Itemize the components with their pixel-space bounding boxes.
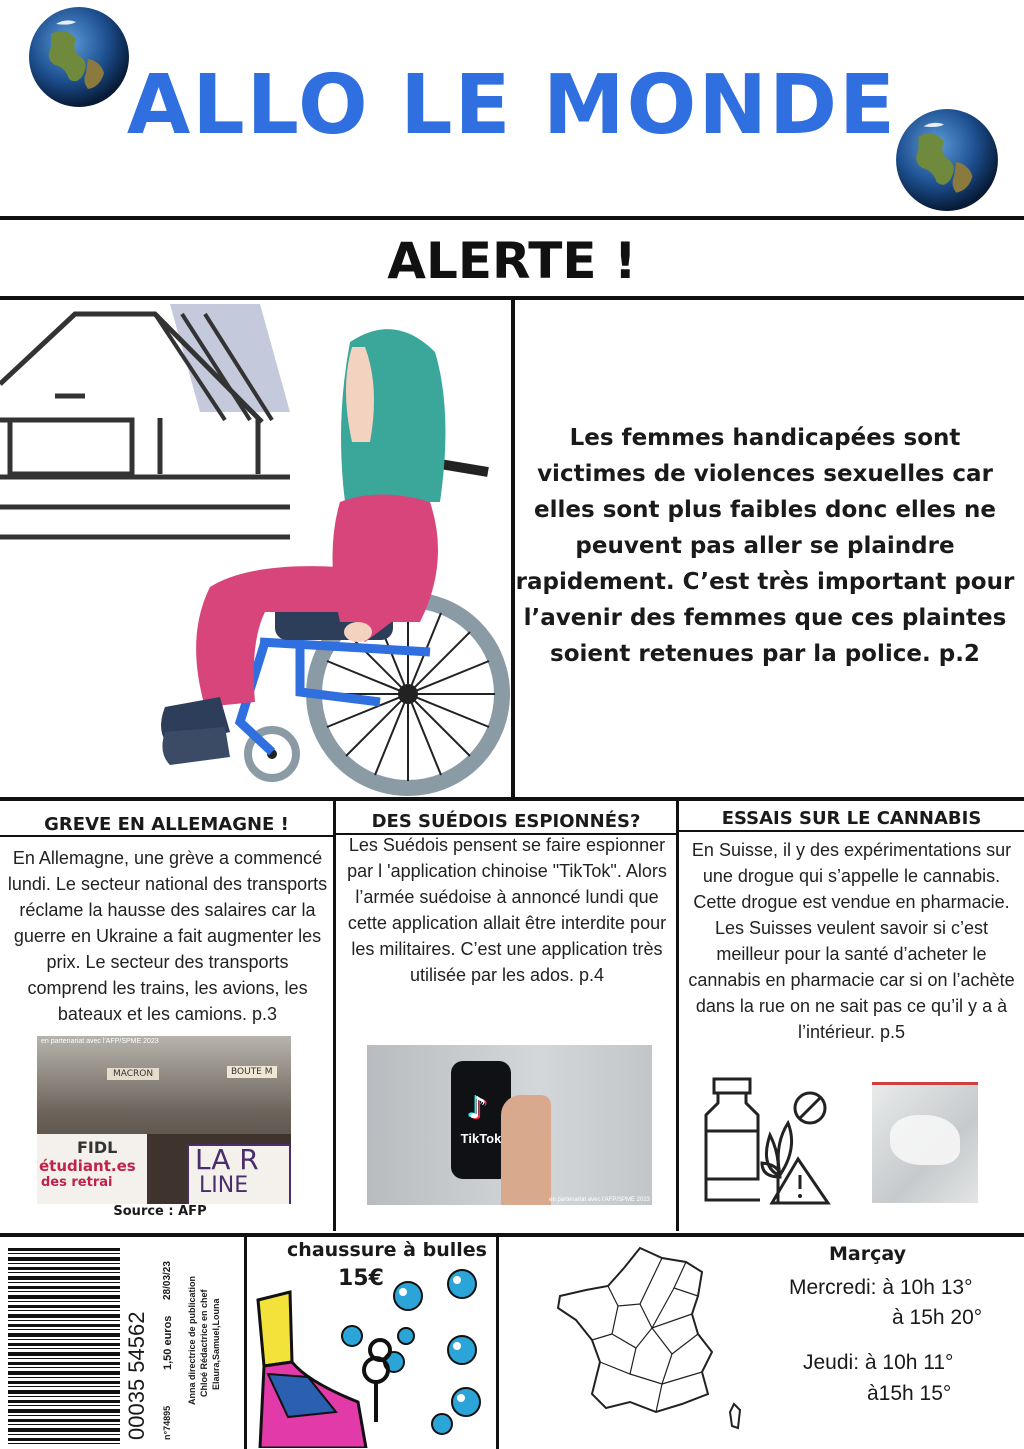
- bag-photo: [872, 1082, 978, 1203]
- sign: LA R LINE: [187, 1144, 291, 1204]
- divider: [496, 1237, 499, 1449]
- sign: BOUTE M: [227, 1066, 277, 1078]
- weather-line: à 15h 20°: [892, 1306, 983, 1329]
- ad-price: 15€: [338, 1266, 384, 1291]
- credits-line: Chloé Rédactrice en chef: [199, 1289, 209, 1397]
- house-icon: [0, 304, 290, 537]
- divider: [0, 1233, 1024, 1237]
- divider: [244, 1237, 247, 1449]
- tiktok-photo: [367, 1045, 652, 1205]
- hand: [501, 1095, 551, 1205]
- divider: [333, 801, 336, 1231]
- weather-line: à15h 15°: [867, 1382, 952, 1405]
- weather-city: Marçay: [829, 1243, 906, 1265]
- lead-article: Les femmes handicapées sont victimes de violences sexuelles car elles sont plus faibles donc elles ne peuvent pas aller se plaindre rapidement. C’est très important pour l’avenir des femmes que ces plaintes soient retenues par la police. p.2: [515, 425, 1015, 667]
- article-body-cannabis: En Suisse, il y des expérimentations sur une drogue qui s’appelle le cannabis. Cette drogue est vendue en pharmacie. Les Suisses veulent savoir si c’est meilleur pour la santé d’acheter le cannabis en pharmacie car si on l’achète dans la rue on ne sait pas ce qu’il y a à l’intérieur. p.5: [688, 840, 1015, 1042]
- photo-banner: en partenariat avec l'AFP/SPME 2023: [41, 1038, 159, 1045]
- protest-photo: [37, 1036, 291, 1204]
- divider: [0, 216, 1024, 220]
- issue-number: n°74895: [162, 1405, 172, 1440]
- article-body-greve: En Allemagne, une grève a commencé lundi. Le secteur national des transports réclame la hausse des salaires car la guerre en Ukraine a fait augmenter les prix. Le secteur des transports comprend les trains, les avions, les bateaux et les camions. p.3: [7, 848, 328, 1024]
- wheelchair-illustration: [0, 302, 512, 798]
- headline-alerte: ALERTE !: [387, 232, 637, 290]
- credits-line: Anna directrice de publication: [187, 1275, 197, 1405]
- sign: FIDL étudiant.es des retrai: [37, 1134, 147, 1204]
- weather-line: Jeudi: à 10h 11°: [803, 1351, 954, 1374]
- barcode-number: 00035 54562: [124, 1311, 149, 1440]
- tiktok-label: TikTok: [460, 1131, 502, 1146]
- article-title-cannabis: ESSAIS SUR LE CANNABIS: [721, 808, 982, 829]
- weather-line: Mercredi: à 10h 13°: [789, 1276, 973, 1299]
- shoe-drawing: [248, 1262, 494, 1448]
- divider: [0, 835, 333, 837]
- medicine-cannabis-icon: [700, 1075, 835, 1210]
- tiktok-icon: ♪: [468, 1091, 488, 1126]
- issue-price: 1,50 euros: [162, 1315, 174, 1370]
- photo-credit: en partenariat avec l'AFP/SPME 2023: [549, 1197, 650, 1203]
- photo-source: Source : AFP: [113, 1204, 207, 1219]
- sign: MACRON: [107, 1068, 159, 1080]
- issue-date: 28/03/23: [162, 1261, 173, 1300]
- divider: [676, 801, 679, 1231]
- article-title-suedois: DES SUÉDOIS ESPIONNÉS?: [371, 811, 641, 832]
- credits-line: Elaura,Samuel,Louna: [211, 1298, 221, 1390]
- article-body-suedois: Les Suédois pensent se faire espionner par l 'application chinoise "TikTok". Alors l’armée suédoise à annoncé lundi que cette application allait être interdite pour les militaires. C’est une application très utilisée par les ados. p.4: [347, 835, 667, 985]
- divider: [679, 830, 1024, 832]
- article-title-greve: GREVE EN ALLEMAGNE !: [44, 814, 289, 835]
- barcode: [8, 1248, 120, 1444]
- ad-title: chaussure à bulles: [287, 1239, 487, 1261]
- map-of-france: [552, 1244, 752, 1434]
- masthead-title: ALLO LE MONDE: [126, 58, 898, 153]
